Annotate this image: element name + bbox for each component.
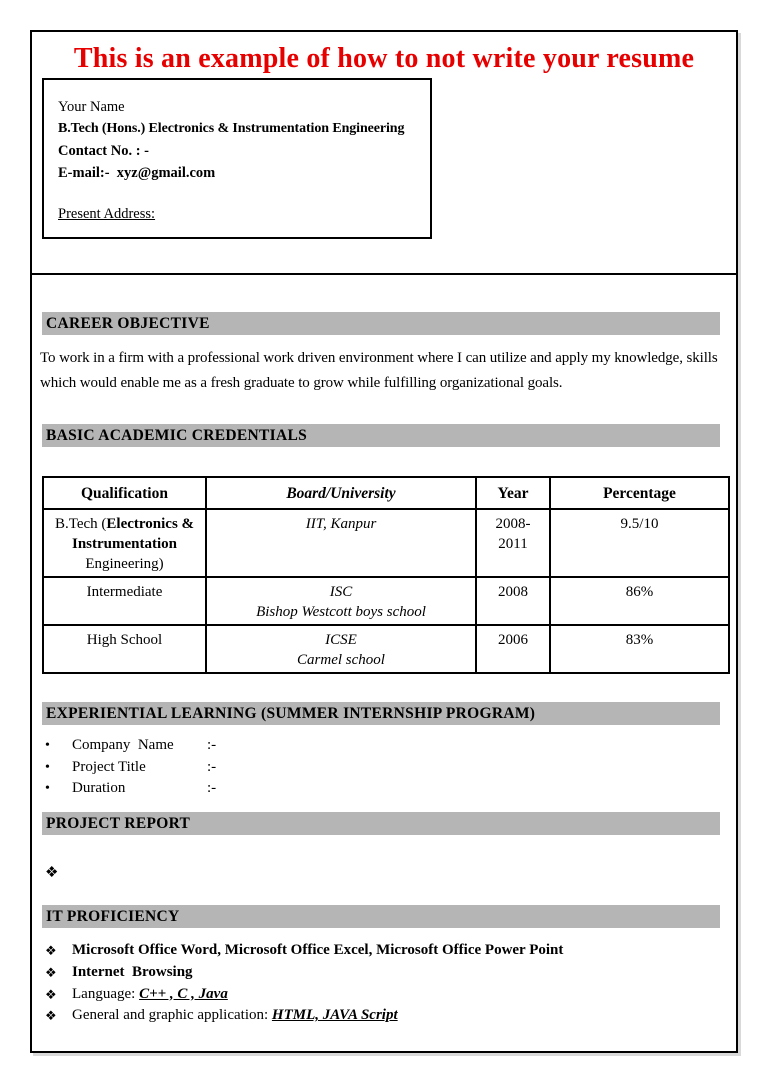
it-skill-emphasis: C++ , C , Java [139, 985, 228, 1002]
qualification-text: B.Tech ( [54, 516, 107, 532]
table-row [43, 509, 729, 577]
cell-percentage: 86% [550, 577, 729, 625]
experiential-item-value: :- [207, 758, 217, 775]
it-skill-prefix: Language: [72, 985, 140, 1002]
cell-year: 2008-2011 [476, 509, 550, 577]
school-name: Carmel school [297, 652, 385, 668]
list-item [32, 984, 563, 1006]
round-bullet-icon: • [45, 738, 50, 753]
round-bullet-icon: • [45, 759, 50, 775]
cell-year: 2006 [476, 625, 550, 673]
header-divider-line [32, 273, 736, 275]
list-item [32, 757, 216, 779]
section-heading-experiential-learning: EXPERIENTIAL LEARNING (SUMMER INTERNSHIP PROGRAM) [42, 702, 720, 725]
cell-percentage: 9.5/10 [550, 509, 729, 577]
experiential-item-value: :- [207, 737, 217, 753]
cell-percentage: 83% [550, 625, 729, 673]
list-item [32, 778, 216, 800]
diamond-bullet-icon: ❖ [45, 865, 59, 881]
candidate-name: Your Name [58, 99, 125, 115]
cell-qualification: High School [43, 625, 206, 673]
candidate-email: E-mail:- xyz@gmail.com [58, 165, 216, 181]
table-row [43, 577, 729, 625]
candidate-degree: B.Tech (Hons.) Electronics & Instrumentation Engineering [58, 121, 405, 136]
academic-credentials-table [42, 476, 730, 674]
present-address-label: Present Address: [58, 206, 156, 222]
qualification-text: Engineering) [85, 556, 164, 572]
round-bullet-icon: • [45, 781, 50, 796]
experiential-item-value: :- [207, 780, 217, 796]
cell-board-university [206, 509, 476, 577]
school-name: Bishop Westcott boys school [256, 604, 426, 620]
column-header-qualification: Qualification [43, 477, 206, 509]
list-item [32, 1005, 563, 1027]
table-row [43, 625, 729, 673]
diamond-bullet-icon: ❖ [45, 1008, 57, 1024]
diamond-bullet-icon: ❖ [45, 943, 57, 958]
it-proficiency-list [32, 940, 563, 1027]
diamond-bullet-icon: ❖ [45, 986, 57, 1002]
career-objective-text: To work in a firm with a professional work driven environment where I can utilize and apply my knowledge, skills which would enable me as a fresh graduate to grow while fulfilling organizational goals. [40, 350, 718, 391]
column-header-board-university: Board/University [206, 477, 476, 509]
candidate-header-box [42, 78, 432, 239]
it-skill-text: Microsoft Office Word, Microsoft Office Excel, Microsoft Office Power Point [72, 942, 564, 958]
board-name: ISC [329, 584, 353, 600]
section-heading-it-proficiency: IT PROFICIENCY [42, 905, 720, 928]
it-skill-emphasis: HTML, JAVA Script [271, 1007, 398, 1024]
column-header-percentage: Percentage [550, 477, 729, 509]
diamond-bullet-icon: ❖ [45, 964, 57, 980]
section-heading-career-objective: CAREER OBJECTIVE [42, 312, 720, 335]
cell-qualification: Intermediate [43, 577, 206, 625]
candidate-contact: Contact No. : - [58, 143, 150, 159]
qualification-bold-text: Electronics & Instrumentation [71, 516, 195, 552]
cell-board-university [206, 625, 476, 673]
list-item [32, 735, 216, 757]
cell-year: 2008 [476, 577, 550, 625]
it-skill-prefix: General and graphic application: [72, 1007, 272, 1024]
section-heading-academic-credentials: BASIC ACADEMIC CREDENTIALS [42, 424, 720, 447]
section-heading-project-report: PROJECT REPORT [42, 812, 720, 835]
column-header-year: Year [476, 477, 550, 509]
cell-qualification [43, 509, 206, 577]
experiential-item-label: Duration [72, 780, 126, 796]
it-skill-text: Internet Browsing [72, 963, 193, 980]
experiential-item-label: Project Title [72, 758, 146, 775]
cell-board-university [206, 577, 476, 625]
document-frame [30, 30, 738, 1053]
board-name: IIT, Kanpur [305, 516, 377, 532]
list-item [32, 962, 563, 984]
experiential-list [32, 735, 216, 800]
table-header-row [43, 477, 729, 509]
page-title: This is an example of how to not write your resume [73, 43, 695, 74]
experiential-item-label: Company Name [72, 737, 174, 753]
list-item [32, 940, 563, 962]
board-name: ICSE [325, 632, 357, 648]
